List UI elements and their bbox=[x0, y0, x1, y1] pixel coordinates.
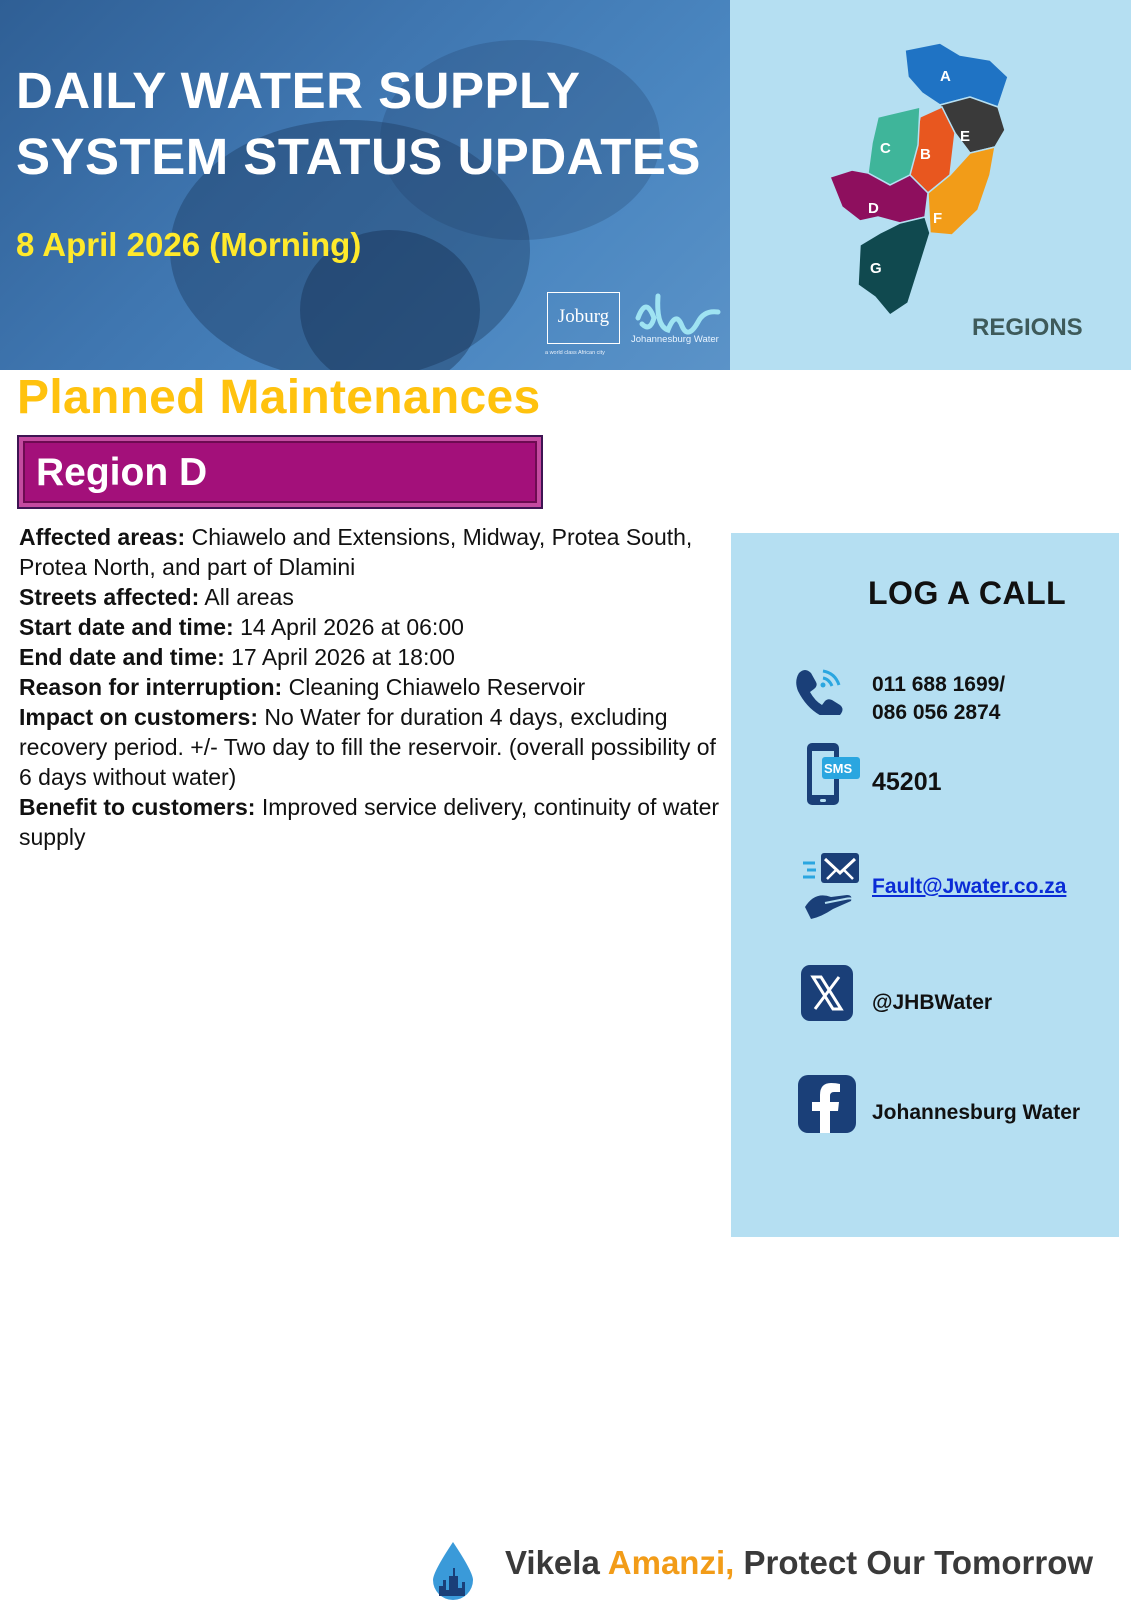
detail-start-date bbox=[19, 612, 729, 642]
region-g-label: G bbox=[870, 260, 882, 277]
x-twitter-icon bbox=[799, 963, 855, 1023]
detail-affected-areas bbox=[19, 522, 729, 582]
footer-slogan bbox=[505, 1544, 1093, 1582]
log-a-call-title: LOG A CALL bbox=[868, 575, 1067, 611]
phone-number-1[interactable]: 011 688 1699/ bbox=[872, 673, 1006, 696]
region-name: Region D bbox=[36, 451, 208, 494]
phone-icon bbox=[793, 665, 845, 715]
title-line-1: DAILY WATER SUPPLY bbox=[16, 62, 581, 119]
phone-number-2[interactable]: 086 056 2874 bbox=[872, 701, 1001, 724]
detail-reason bbox=[19, 672, 729, 702]
header-banner bbox=[0, 0, 730, 370]
page-title bbox=[16, 58, 716, 190]
detail-label: Benefit to customers: bbox=[19, 794, 256, 820]
regions-panel bbox=[730, 0, 1131, 370]
region-a-label: A bbox=[940, 68, 951, 85]
slogan-accent: Amanzi, bbox=[607, 1544, 735, 1581]
email-icon bbox=[801, 851, 863, 921]
detail-value: 14 April 2026 at 06:00 bbox=[233, 614, 464, 640]
email-link[interactable]: Fault@Jwater.co.za bbox=[872, 875, 1067, 898]
water-drop-skyline-icon bbox=[431, 1540, 475, 1600]
detail-end-date bbox=[19, 642, 729, 672]
detail-value: Chiawelo and Extensions, Midway, Protea South, Protea North, and part of Dlamini bbox=[19, 524, 693, 580]
region-c-label: C bbox=[880, 140, 891, 157]
detail-label: Streets affected: bbox=[19, 584, 200, 610]
detail-value: Improved service delivery, continuity of water supply bbox=[19, 794, 720, 850]
detail-benefit bbox=[19, 792, 729, 852]
region-d-label: D bbox=[868, 200, 879, 217]
section-title: Planned Maintenances bbox=[17, 371, 541, 424]
regions-map bbox=[830, 35, 1030, 330]
detail-value: 17 April 2026 at 18:00 bbox=[224, 644, 455, 670]
detail-label: Affected areas: bbox=[19, 524, 186, 550]
detail-label: Reason for interruption: bbox=[19, 674, 283, 700]
detail-streets-affected bbox=[19, 582, 729, 612]
region-a-shape bbox=[905, 43, 1008, 107]
phone-numbers[interactable] bbox=[872, 671, 1005, 727]
region-b-label: B bbox=[920, 146, 931, 163]
detail-value: No Water for duration 4 days, excluding recovery period. +/- Two day to fill the reservoir. (overall possibility of 6 days without water) bbox=[19, 704, 716, 790]
joburg-logo: Joburg bbox=[547, 292, 620, 344]
slogan-part-1: Vikela bbox=[505, 1544, 608, 1581]
title-line-2: SYSTEM STATUS UPDATES bbox=[16, 128, 701, 185]
detail-label: Start date and time: bbox=[19, 614, 234, 640]
region-f-label: F bbox=[933, 210, 943, 227]
detail-impact bbox=[19, 702, 729, 792]
region-g-shape bbox=[858, 217, 930, 315]
twitter-handle[interactable]: @JHBWater bbox=[872, 991, 993, 1014]
joburg-tagline: a world class African city bbox=[545, 350, 605, 356]
detail-value: All areas bbox=[199, 584, 294, 610]
maintenance-details bbox=[19, 522, 729, 852]
sms-number[interactable]: 45201 bbox=[872, 768, 942, 796]
detail-value: Cleaning Chiawelo Reservoir bbox=[282, 674, 586, 700]
facebook-page[interactable]: Johannesburg Water bbox=[872, 1101, 1081, 1124]
region-e-label: E bbox=[960, 128, 971, 145]
email-address[interactable] bbox=[872, 873, 1066, 901]
regions-label: REGIONS bbox=[972, 314, 1083, 341]
region-banner bbox=[17, 435, 543, 509]
detail-label: End date and time: bbox=[19, 644, 225, 670]
johannesburg-water-logo-text: Johannesburg Water bbox=[631, 334, 719, 345]
detail-label: Impact on customers: bbox=[19, 704, 258, 730]
report-date: 8 April 2026 (Morning) bbox=[16, 226, 362, 263]
log-a-call-panel bbox=[731, 533, 1119, 1237]
sms-badge: SMS bbox=[824, 761, 853, 776]
facebook-icon bbox=[796, 1073, 858, 1135]
slogan-part-2: Protect Our Tomorrow bbox=[734, 1544, 1094, 1581]
